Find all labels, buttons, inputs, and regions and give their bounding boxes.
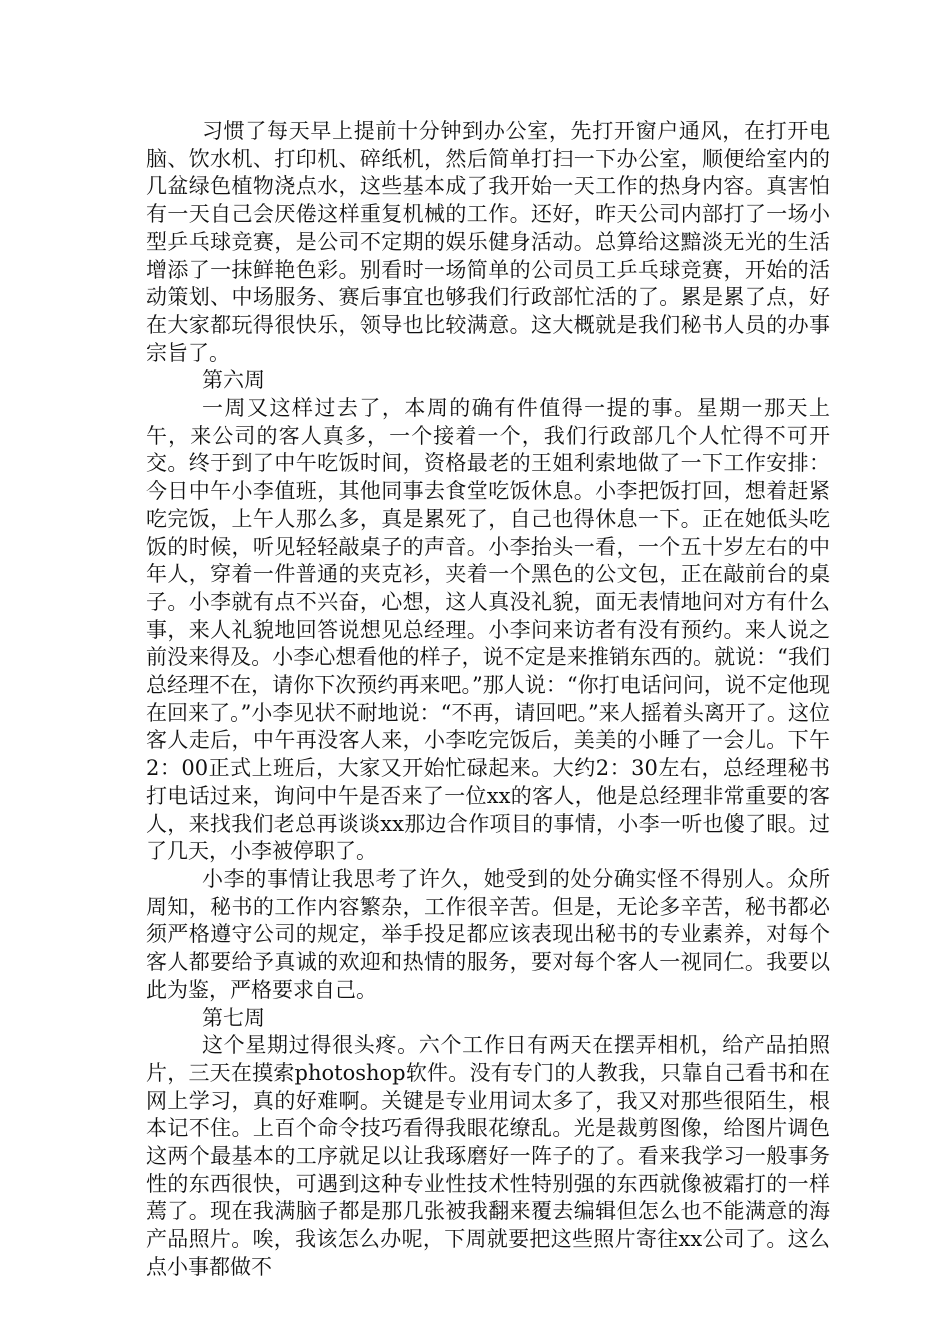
paragraph-xiaoli-story: 一周又这样过去了，本周的确有件值得一提的事。星期一那天上午，来公司的客人真多，一个接着一个，我们行政部几个人忙得不可开交。终于到了中午吃饭时间，资格最老的王姐利索地做了一下工作安排：今日中午小李值班，其他同事去食堂吃饭休息。小李把饭打回，想着赶紧吃完饭，上午人那么多，真是累死了，自己也得休息一下。正在她低头吃饭的时候，听见轻轻敲桌子的声音。小李抬头一看，一个五十岁左右的中年人，穿着一件普通的夹克衫，夹着一个黑色的公文包，正在敲前台的桌子。小李就有点不兴奋，心想，这人真没礼貌，面无表情地问对方有什么事，来人礼貌地回答说想见总经理。小李问来访者有没有预约。来人说之前没来得及。小李心想看他的样子，说不定是来推销东西的。就说：“我们总经理不在，请你下次预约再来吧。”那人说：“你打电话问问，说不定他现在回来了。”小李见状不耐地说：“不再，请回吧。”来人摇着头离开了。这位客人走后，中午再没客人来，小李吃完饭后，美美的小睡了一会儿。下午2：00正式上班后，大家又开始忙碌起来。大约2：30左右，总经理秘书打电话过来，询问中午是否来了一位xx的客人，他是总经理非常重要的客人，来找我们老总再谈谈xx那边合作项目的事情，小李一听也傻了眼。过了几天，小李被停职了。: [146, 396, 830, 864]
heading-week-seven: 第七周: [202, 1005, 265, 1030]
paragraph-photoshop: 这个星期过得很头疼。六个工作日有两天在摆弄相机，给产品拍照片，三天在摸索photoshop软件。没有专门的人教我，只靠自己看书和在网上学习，真的好难啊。关键是专业用词太多了，我又对那些很陌生，根本记不住。上百个命令技巧看得我眼花缭乱。光是裁剪图像，给图片调色这两个最基本的工序就足以让我琢磨好一阵子的了。看来我学习一般事务性的东西很快，可遇到这种专业性技术性特别强的东西就像被霜打的一样蔫了。现在我满脑子都是那几张被我翻来覆去编辑但怎么也不能满意的海产品照片。唉，我该怎么办呢，下周就要把这些照片寄往xx公司了。这么点小事都做不: [146, 1033, 830, 1279]
paragraph-reflection: 小李的事情让我思考了许久，她受到的处分确实怪不得别人。众所周知，秘书的工作内容繁杂，工作很辛苦。但是，无论多辛苦，秘书都必须严格遵守公司的规定，举手投足都应该表现出秘书的专业素养，对每个客人都要给予真诚的欢迎和热情的服务，要对每个客人一视同仁。我要以此为鉴，严格要求自己。: [146, 866, 830, 1002]
paragraph-morning-routine: 习惯了每天早上提前十分钟到办公室，先打开窗户通风，在打开电脑、饮水机、打印机、碎纸机，然后简单打扫一下办公室，顺便给室内的几盆绿色植物浇点水，这些基本成了我开始一天工作的热身内容。真害怕有一天自己会厌倦这样重复机械的工作。还好，昨天公司内部打了一场小型乒乓球竞赛，是公司不定期的娱乐健身活动。总算给这黯淡无光的生活增添了一抹鲜艳色彩。别看时一场简单的公司员工乒乓球竞赛，开始的活动策划、中场服务、赛后事宜也够我们行政部忙活的了。累是累了点，好在大家都玩得很快乐，领导也比较满意。这大概就是我们秘书人员的办事宗旨了。: [146, 119, 830, 365]
document-page: [146, 118, 830, 1282]
heading-week-six: 第六周: [202, 368, 265, 393]
